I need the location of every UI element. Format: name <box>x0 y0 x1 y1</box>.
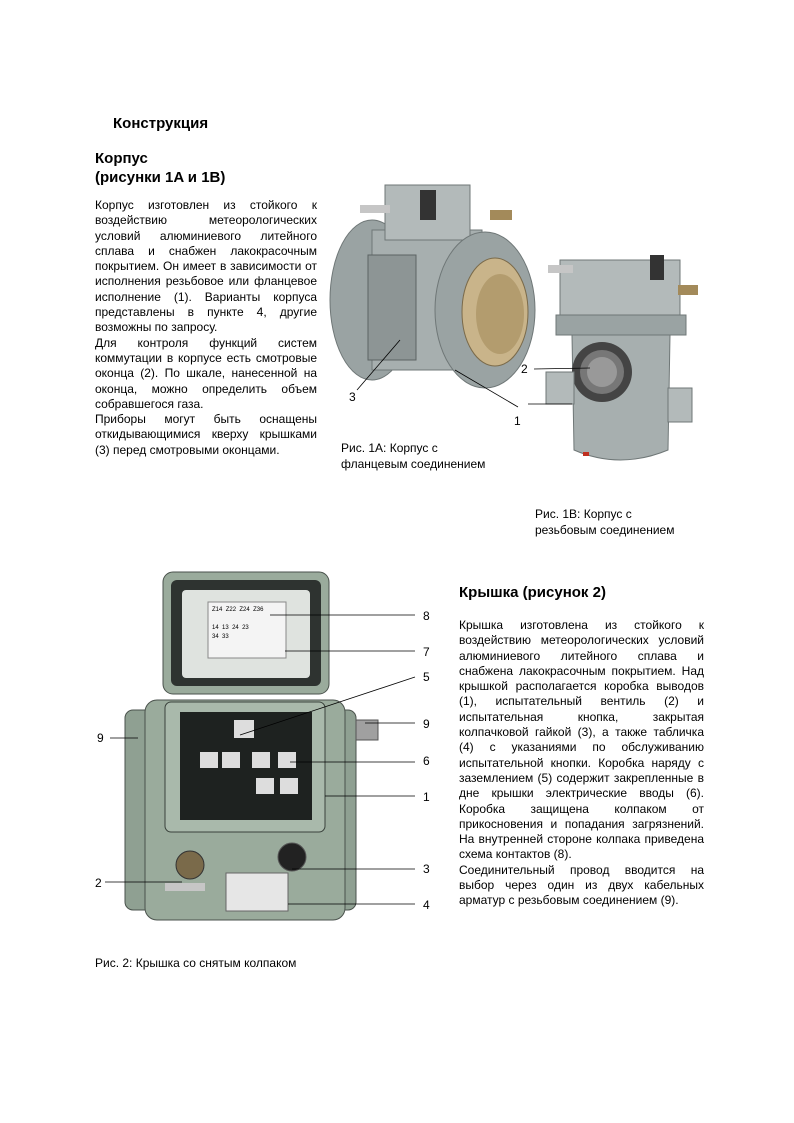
plate-label-34: 34 <box>212 634 219 640</box>
fig2-callout-2: 2 <box>95 876 102 890</box>
plate-label-13: 13 <box>222 625 229 631</box>
fig2-callout-5: 5 <box>423 670 430 684</box>
fig1b-callout-2: 2 <box>521 362 528 376</box>
fig2-callout-7: 7 <box>423 645 430 659</box>
cover-text <box>459 618 704 909</box>
fig1b-caption-line1: Рис. 1B: Корпус с <box>535 507 632 521</box>
fig1b-caption-line2: резьбовым соединением <box>535 523 675 537</box>
fig2-callout-9-right: 9 <box>423 717 430 731</box>
fig2-callout-4: 4 <box>423 898 430 912</box>
fig1a-callout-3: 3 <box>349 390 356 404</box>
cover-title: Крышка (рисунок 2) <box>459 584 606 601</box>
housing-title-line2: (рисунки 1A и 1B) <box>95 169 226 186</box>
fig2-callout-9-left: 9 <box>97 731 104 745</box>
cover-paragraph-2: Соединительный провод вводится на выбор через один из двух кабельных арматур с резьбовым соединением (9). <box>459 862 704 908</box>
section-title: Конструкция <box>113 115 209 132</box>
cover-paragraph-1: Крышка изготовлена из стойкого к воздействию метеорологических условий алюминиевого литейного сплава и снабжена лакокрасочным покрытием. Над крышкой располагается коробка выводов (1), испытательный вентиль (2) и испытательная кнопка, закрытая колпачковой гайкой (3), а также табличка (4) с указаниями по обслуживанию испытательной кнопки. Коробка наряду с заземлением (5) содержит закрепленные в дне крышки электрические вводы (6). Коробка защищена колпаком от прикосновения и попадания загрязнений. На внутренней стороне колпака приведена схема контактов (8). <box>459 618 704 862</box>
plate-label-14: 14 <box>212 625 219 631</box>
housing-title-line1: Корпус <box>95 150 148 167</box>
plate-label-z36: Z36 <box>253 607 264 613</box>
fig2-callout-8: 8 <box>423 609 430 623</box>
plate-label-z24: Z24 <box>239 607 250 613</box>
fig1a-callout-1: 1 <box>514 414 521 428</box>
fig1a-caption-line1: Рис. 1A: Корпус с <box>341 441 438 455</box>
housing-paragraph-1: Корпус изготовлен из стойкого к воздействию метеорологических условий алюминиевого литейного сплава и снабжен лакокрасочным покрытием. Он имеет в зависимости от исполнения резьбовое или фланцевое исполнение (1). Варианты корпуса представлены в пункте 4, другие возможны по запросу. <box>95 198 317 335</box>
housing-paragraph-2: Для контроля функций систем коммутации в корпусе есть смотровые оконца (2). По шкале, нанесенной на оконца, можно определить объем собравшегося газа. <box>95 335 317 411</box>
fig2-caption: Рис. 2: Крышка со снятым колпаком <box>95 956 297 970</box>
fig2-callout-6: 6 <box>423 754 430 768</box>
housing-paragraph-3: Приборы могут быть оснащены откидывающимися кверху крышками (3) перед смотровыми оконцами. <box>95 412 317 457</box>
fig2-callout-1: 1 <box>423 790 430 804</box>
plate-label-24: 24 <box>232 625 239 631</box>
plate-label-23: 23 <box>242 625 249 631</box>
plate-label-z14: Z14 <box>212 607 223 613</box>
fig2-callout-3: 3 <box>423 862 430 876</box>
plate-label-z22: Z22 <box>225 607 237 613</box>
fig1a-caption-line2: фланцевым соединением <box>341 457 486 471</box>
plate-label-33: 33 <box>222 634 229 640</box>
